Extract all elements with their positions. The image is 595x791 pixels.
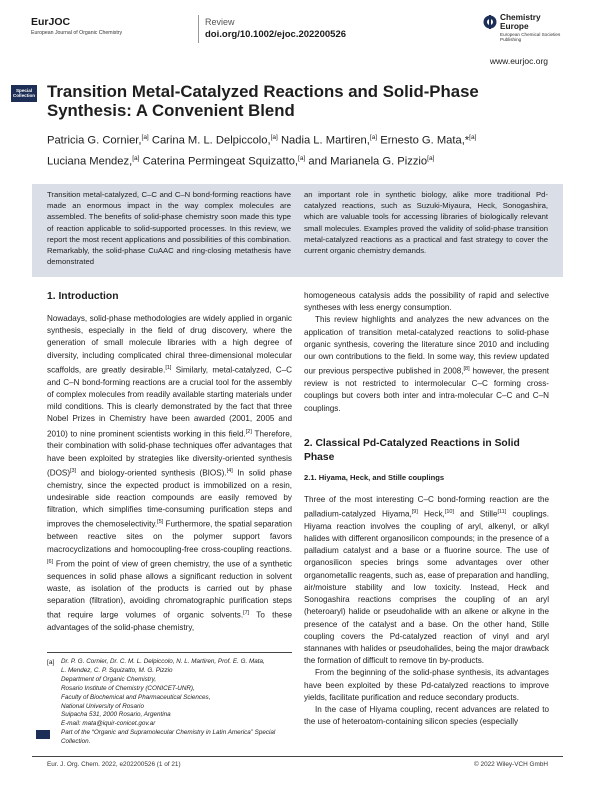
footer-citation: Eur. J. Org. Chem. 2022, e202200526 (1 of 21)	[47, 761, 181, 768]
footer-copyright: © 2022 Wiley-VCH GmbH	[474, 761, 548, 768]
paragraph: Nowadays, solid-phase methodologies are widely applied in organic synthesis, especially in the field of drug discovery, where the generation of small molecule libraries with a high degree of diversity, including complicated chiral three-dimensional molecular scaffolds, are greatly desirable.[1] Similarly, metal-catalyzed, C–C and C–N bond-forming reactions are a crucial tool for the assembly of complex molecules from readily available starting materials under mild conditions. This is clearly demonstrated by the fact that three Nobel Prizes in Chemistry have been awarded (2001, 2005 and 2010) to nine prominent scientists working in this field.[2] Therefore, their combination with solid-phase techniques offer advantages that have been exploited by strategies like diversity-oriented synthesis (DOS)[3] and biology-oriented synthesis (BIOS).[4] In solid phase chemistry, since the expected product is immobilized on a resin, undesirable side reaction compounds are easily removed by filtration, which simplifies time-consuming purification steps and improves the chemoselectivity.[5] Furthermore, the spatial separation between reactive sites on the polymer support favors macrocyclizations and homocoupling-free cross-coupling reactions.[6] From the point of view of green chemistry, the use of a synthetic sequences in solid phase allows a significant reduction in solvent waste, as isolation of the products is carried out by phase separation (filtration), avoiding chromatographic purification steps that require large volumes of organic solvents.[7] To these advantages of the solid-phase chemistry,	[47, 314, 293, 633]
citation[interactable]: [10]	[444, 508, 455, 515]
author: Luciana Mendez,	[47, 155, 133, 168]
affiliation-ref: [a]	[469, 134, 477, 141]
footnote-line: Suipacha 531, 2000 Rosario, Argentina	[61, 711, 171, 719]
article-title: Transition Metal-Catalyzed Reactions and Solid-Phase Synthesis: A Convenient Blend	[47, 82, 479, 120]
collection-note-text: Part of the “Organic and Supramolecular Chemistry in Latin America” Special Collection.	[61, 729, 276, 745]
citation[interactable]: [1]	[165, 364, 172, 371]
section-heading: 1. Introduction	[47, 291, 119, 302]
affiliation-ref: [a]	[132, 154, 140, 162]
footnote-line: Faculty of Biochemical and Pharmaceutical Sciences,	[61, 693, 211, 701]
author: Nadia L. Martiren,	[280, 134, 370, 147]
author: Carina M. L. Delpiccolo,	[151, 134, 271, 147]
journal-full-name: European Journal of Organic Chemistry	[31, 30, 123, 36]
special-collection-badge: Special Collection	[11, 85, 37, 102]
publisher-subtitle: European Chemical Societies Publishing	[500, 32, 561, 42]
paragraph: homogeneous catalysis adds the possibility of rapid and selective syntheses with less energy consumption.	[304, 291, 549, 313]
affiliation-ref: [a]	[270, 134, 278, 141]
affiliation-ref: [a]	[369, 134, 378, 141]
paragraph: Three of the most interesting C–C bond-forming reaction are the palladium-catalyzed Hiyama,[9] Heck,[10] and Stille[11] couplings. Hiyama reaction involves the coupling of aryl, alkenyl, or alkyl halides with different organosilicon compounds; in the presence of a palladium catalyst and a base or a fluorine source. The use of organosilicon species brings some advantages over other organometallic reagents, such as, ease of preparation and handling, air/moisture stability and low toxicity. Instead, Heck and Sonogashira reactions comprises the coupling of an aryl (heteroaryl) halide or pseudohalide with an alkene or alkyne in the presence of the catalyst and a base. On the other hand, Stille coupling covers the Pd-catalyzed reaction of vinyl and aryl stannanes with halides or pseudohalides, being the major drawback the formation of difficult to remove tin by-products.	[304, 494, 550, 666]
author: Ernesto G. Mata,*	[380, 134, 470, 147]
author: and Marianela G. Pizzio	[308, 155, 428, 168]
footnote-email[interactable]: E-mail: mata@iquir-conicet.gov.ar	[61, 720, 156, 728]
section-heading: 2. Classical Pd-Catalyzed Reactions in Solid Phase	[304, 437, 520, 463]
paragraph: This review highlights and analyzes the new advances on the application of transition metal-catalyzed reactions to solid-phase organic synthesis, covering the literature since 2010 and including our own contributions to the field. In some way, this review updated our previous perspective published in 2008,[8] however, the present review is not restricted to intermolecular C–C forming cross-couplings but covers both inter and intra-molecular C–C and C–N couplings.	[304, 315, 549, 413]
journal-abbreviation: EurJOC	[31, 16, 71, 28]
chemistry-europe-icon	[483, 15, 497, 29]
collection-note	[47, 729, 292, 751]
article-type: Review	[205, 17, 235, 27]
footnote-line: National University of Rosario	[61, 702, 144, 710]
abstract-column-left: Transition metal-catalyzed, C–C and C–N bond-forming reactions have made an enormous impact in the way complex molecules are assembled. The benefits of solid-phase chemistry soon made this type of reaction applicable to solid-supported processes. In this review, we report the most recent applications and possibilities of this combination. Remarkably, the solid-phase CuAAC and ring-closing metathesis have demonstrated	[47, 190, 291, 267]
header-divider	[198, 15, 199, 43]
footnote-line: Dr. P. G. Cornier, Dr. C. M. L. Delpiccolo, N. L. Martiren, Prof. E. G. Mata,	[61, 658, 265, 665]
citation[interactable]: [5]	[157, 519, 164, 526]
publisher-name: Chemistry Europe	[500, 12, 541, 31]
citation[interactable]: [4]	[226, 467, 233, 474]
footer-divider	[32, 756, 563, 757]
doi-link[interactable]: doi.org/10.1002/ejoc.202200526	[205, 29, 347, 40]
author-list	[47, 129, 567, 170]
affiliation-ref: [a]	[427, 154, 435, 162]
citation[interactable]: [6]	[47, 558, 54, 565]
journal-url[interactable]: www.eurjoc.org	[489, 56, 548, 66]
citation[interactable]: [7]	[243, 610, 250, 617]
abstract-box	[32, 184, 563, 277]
footnote-line: Department of Organic Chemistry,	[61, 675, 157, 683]
publisher-logo	[483, 13, 565, 45]
affiliation-ref: [a]	[141, 134, 149, 141]
abstract-column-right: an important role in synthetic biology, alike more traditional Pd-catalyzed reactions, such as Suzuki-Miyaura, Heck, Sonogashira, which are valuable tools for accessing libraries of biologically relevant small molecules. Examples proved the validity of solid-phase transition metal-catalyzed reactions as a practical and fast strategy to cover the current organic chemistry demands.	[304, 190, 548, 256]
citation[interactable]: [11]	[497, 508, 507, 515]
affiliation-ref: [a]	[298, 154, 306, 162]
footnote-line: L. Mendez, C. P. Squizatto, M. G. Pizzio	[61, 666, 173, 674]
paragraph: In the case of Hiyama coupling, recent advances are related to the use of heteroatom-containing silicon species (especially	[304, 704, 549, 727]
author: Caterina Permingeat Squizatto,	[142, 155, 299, 168]
citation[interactable]: [2]	[245, 428, 252, 435]
footnote-line: Rosario Institute of Chemistry (CONICET-UNR),	[61, 684, 195, 692]
page-header	[31, 13, 565, 49]
citation[interactable]: [3]	[70, 467, 77, 474]
body-column-left	[47, 290, 292, 634]
paragraph: From the beginning of the solid-phase synthesis, its advantages have been exploited by these Pd-catalyzed reactions to improve yields, facilitate purification and reduce secondary products.	[304, 668, 549, 702]
citation[interactable]: [9]	[411, 508, 418, 515]
subsection-heading: 2.1. Hiyama, Heck, and Stille couplings	[304, 472, 445, 482]
special-collection-icon	[36, 730, 50, 739]
author: Patricia G. Cornier,	[47, 134, 142, 147]
body-column-right	[304, 290, 549, 728]
affiliation-footnote	[47, 652, 292, 729]
footnote-marker: [a]	[47, 659, 55, 666]
citation[interactable]: [8]	[463, 366, 470, 373]
footnote-text	[61, 658, 292, 729]
